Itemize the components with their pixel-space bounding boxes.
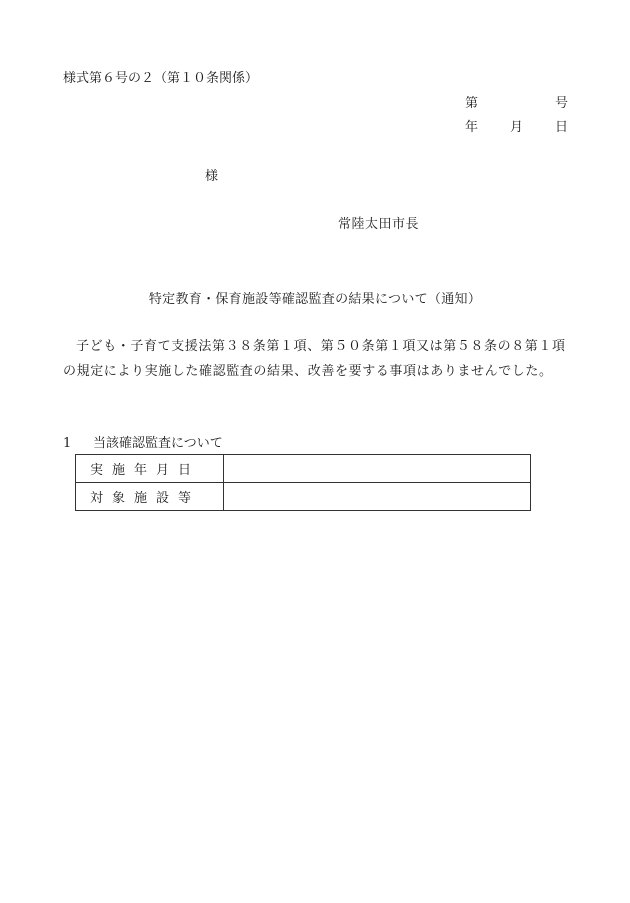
sender: 常陸太田市長 <box>338 217 420 232</box>
audit-info-table <box>75 454 531 511</box>
section-number: 1 <box>63 436 72 451</box>
table-row <box>76 483 531 511</box>
date-month: 月 <box>509 120 523 135</box>
implementation-date-label: 実施年月日 <box>76 455 224 483</box>
body-text: 子ども・子育て支援法第３８条第１項、第５０条第１項又は第５８条の８第１項の規定により実施した確認監査の結果、改善を要する事項はありませんでした。 <box>63 339 566 379</box>
document-number-prefix: 第 <box>465 96 479 111</box>
table-row <box>76 455 531 483</box>
section-heading <box>63 432 223 451</box>
document-number-suffix: 号 <box>554 96 568 111</box>
form-number: 様式第６号の２（第１０条関係） <box>63 71 259 86</box>
section-title: 当該確認監査について <box>93 436 223 451</box>
document-title: 特定教育・保育施設等確認監査の結果について（通知） <box>148 292 482 307</box>
addressee: 様 <box>205 169 219 184</box>
target-facility-label: 対象施設等 <box>76 483 224 511</box>
date-day: 日 <box>554 120 568 135</box>
target-facility-value <box>224 483 531 511</box>
implementation-date-value <box>224 455 531 483</box>
date-line <box>465 116 568 135</box>
document-number-line <box>465 92 568 111</box>
date-year: 年 <box>465 120 479 135</box>
